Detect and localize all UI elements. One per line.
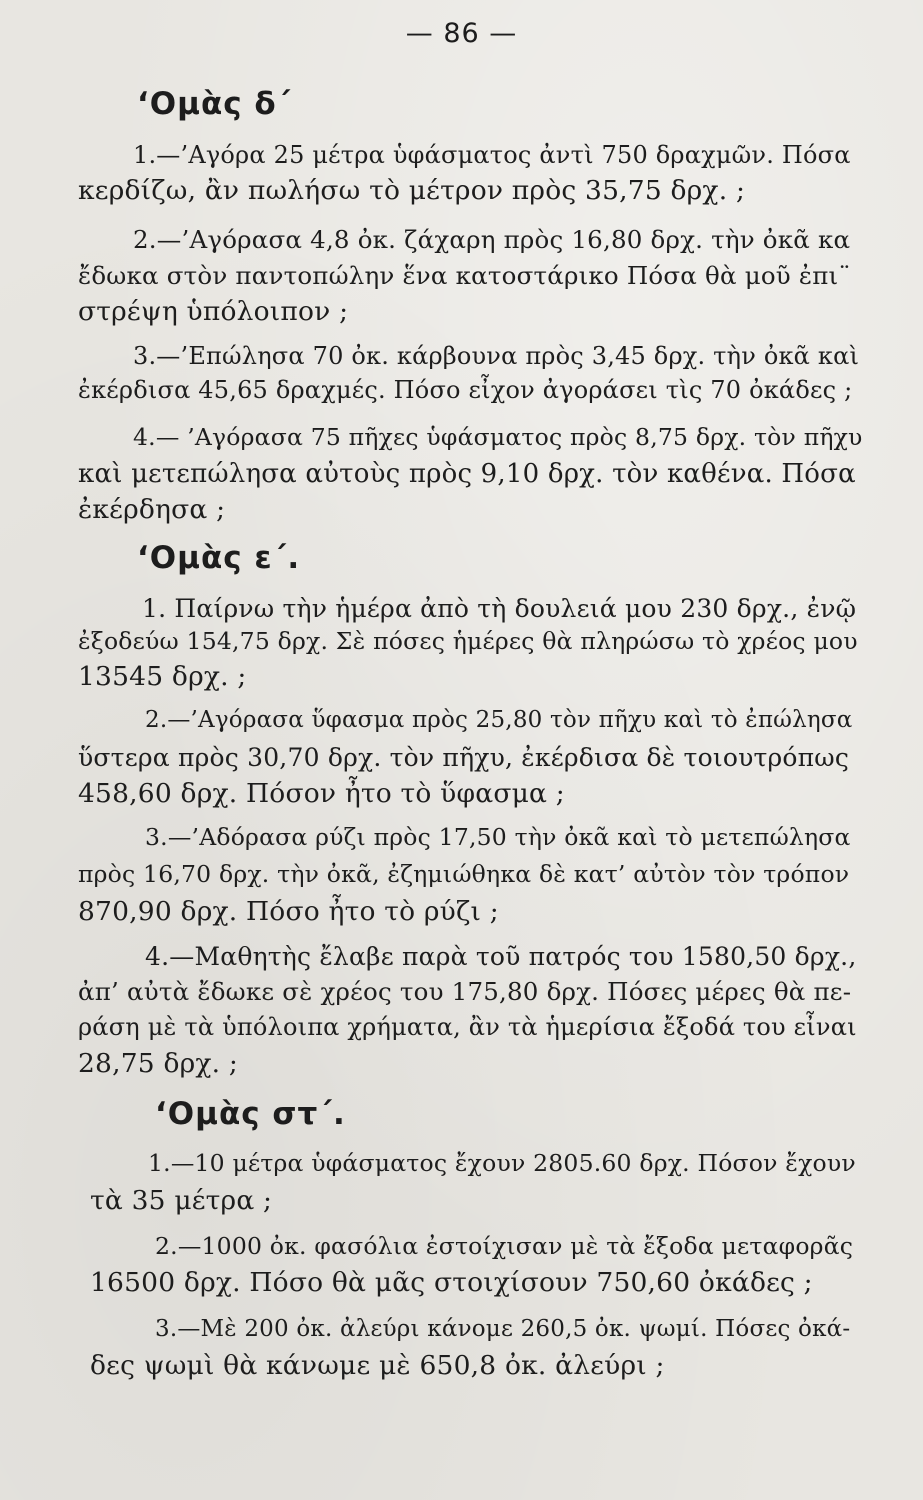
problem-line: δες ψωμὶ θὰ κάνωμε μὲ 650,8 ὀκ. ἀλεύρι ; [90, 1350, 665, 1381]
problem-line: 870,90 δρχ. Πόσο ἦτο τὸ ρύζι ; [78, 896, 499, 927]
problem-line: 3.—Μὲ 200 ὀκ. ἀλεύρι κάνομε 260,5 ὀκ. ψωμί. Πόσες ὀκά- [155, 1316, 851, 1342]
problem-line: 2.—1000 ὀκ. φασόλια ἐστοίχισαν μὲ τὰ ἔξοδα μεταφορᾶς [155, 1232, 854, 1260]
section-heading-delta: ‘Ομὰς δ΄ [137, 86, 292, 122]
problem-line: 28,75 δρχ. ; [78, 1048, 239, 1079]
problem-line: κερδίζω, ἂν πωλήσω τὸ μέτρον πρὸς 35,75 δρχ. ; [78, 175, 746, 206]
problem-line: 4.—Μαθητὴς ἔλαβε παρὰ τοῦ πατρός του 1580,50 δρχ., [145, 942, 857, 971]
problem-line: ράση μὲ τὰ ὑπόλοιπα χρήματα, ἂν τὰ ἡμερίσια ἔξοδά του εἶναι [78, 1013, 857, 1041]
problem-line: 3.—’Αδόρασα ρύζι πρὸς 17,50 τὴν ὀκᾶ καὶ τὸ μετεπώλησα [145, 823, 851, 851]
problem-line [133, 141, 851, 169]
line-text: 1.—’Αγόρα 25 μέτρα ὑφάσματος ἀντὶ 750 δραχμῶν. Πόσα [133, 141, 851, 169]
problem-line: 458,60 δρχ. Πόσον ἦτο τὸ ὕφασμα ; [78, 778, 565, 809]
problem-line: ἔδωκα στὸν παντοπώλην ἕνα κατοστάρικο Πόσα θὰ μοῦ ἐπι¨ [78, 261, 851, 290]
problem-line: ἐκέρδισα 45,65 δραχμές. Πόσο εἶχον ἀγοράσει τὶς 70 ὀκάδες ; [78, 376, 853, 404]
problem-line: 1.—10 μέτρα ὑφάσματος ἔχουν 2805.60 δρχ. Πόσον ἔχουν [148, 1149, 856, 1177]
problem-line: ἀπ’ αὐτὰ ἔδωκε σὲ χρέος του 175,80 δρχ. Πόσες μέρες θὰ πε- [78, 977, 852, 1006]
problem-line: ἐξοδεύω 154,75 δρχ. Σὲ πόσες ἡμέρες θὰ πληρώσω τὸ χρέος μου [78, 627, 858, 655]
problem-line: πρὸς 16,70 δρχ. τὴν ὀκᾶ, ἐζημιώθηκα δὲ κατ’ αὐτὸν τὸν τρόπον [78, 860, 850, 888]
section-heading-epsilon: ‘Ομὰς ε΄. [137, 540, 301, 576]
problem-line: ἐκέρδησα ; [78, 494, 226, 525]
section-heading-stigma: ‘Ομὰς στ΄. [155, 1096, 346, 1132]
problem-line: 1. Παίρνω τὴν ἡμέρα ἀπὸ τὴ δουλειά μου 230 δρχ., ἐνῷ [142, 594, 857, 623]
problem-line: 3.—’Επώλησα 70 ὀκ. κάρβουνα πρὸς 3,45 δρχ. τὴν ὀκᾶ καὶ [133, 342, 860, 370]
problem-line: 2.—’Αγόρασα ὕφασμα πρὸς 25,80 τὸν πῆχυ καὶ τὸ ἐπώλησα [145, 707, 853, 733]
problem-line: τὰ 35 μέτρα ; [90, 1185, 273, 1216]
problem-line: 4.— ’Αγόρασα 75 πῆχες ὑφάσματος πρὸς 8,75 δρχ. τὸν πῆχυ [133, 423, 863, 451]
problem-line: στρέψη ὑπόλοιπον ; [78, 296, 349, 327]
problem-line: 2.—’Αγόρασα 4,8 ὀκ. ζάχαρη πρὸς 16,80 δρχ. τὴν ὀκᾶ κα [133, 225, 851, 254]
problem-line: ὕστερα πρὸς 30,70 δρχ. τὸν πῆχυ, ἐκέρδισα δὲ τοιουτρόπως [78, 743, 850, 772]
problem-line: 13545 δρχ. ; [78, 661, 247, 692]
problem-line: 16500 δρχ. Πόσο θὰ μᾶς στοιχίσουν 750,60 ὀκάδες ; [90, 1267, 813, 1298]
page-number: — 86 — [405, 18, 518, 49]
problem-line: καὶ μετεπώλησα αὐτοὺς πρὸς 9,10 δρχ. τὸν καθένα. Πόσα [78, 459, 856, 489]
